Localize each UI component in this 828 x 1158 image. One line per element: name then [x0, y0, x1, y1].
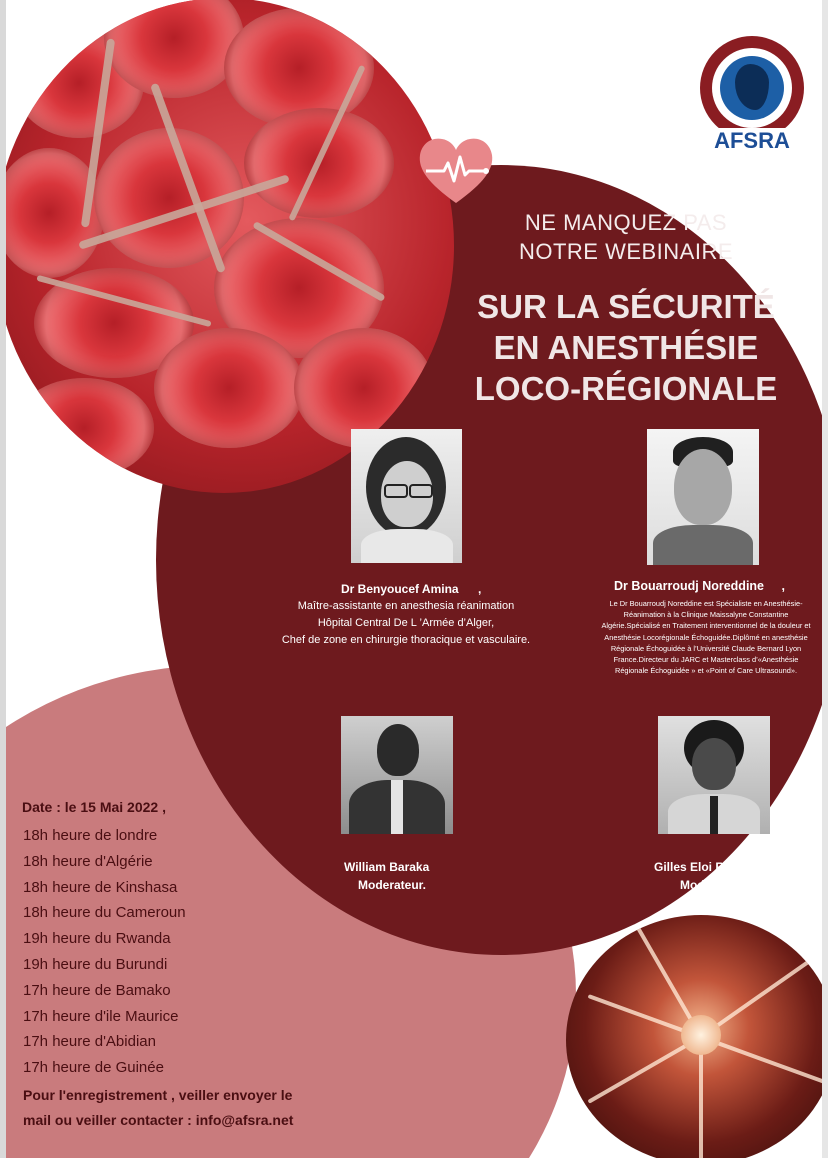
time-item: 18h heure d'Algérie	[23, 852, 153, 870]
title-line-1: SUR LA SÉCURITÉ	[477, 288, 775, 325]
moderator-1-role: Moderateur.	[358, 878, 427, 892]
speaker-2-name-suffix: ,	[781, 579, 785, 593]
moderator-2-name: Gilles Eloi Rwibuka	[654, 860, 765, 874]
blood-cells-image	[0, 0, 454, 493]
time-item: 18h heure de Kinshasa	[23, 878, 178, 896]
speaker-1-desc-line: Hôpital Central De L ’Armée d’Alger,	[317, 617, 495, 629]
moderator-1-photo	[341, 716, 453, 834]
headline-line-1: NE MANQUEZ PAS	[524, 210, 728, 235]
speaker-2-name	[614, 579, 785, 593]
webinar-title	[451, 286, 801, 409]
time-item: 19h heure du Rwanda	[23, 930, 171, 948]
time-item: 18h heure de londre	[23, 827, 158, 844]
speaker-1-photo	[351, 429, 462, 563]
registration-line-2: mail ou veiller contacter : info@afsra.net	[23, 1112, 294, 1128]
heartbeat-icon	[418, 137, 494, 205]
speaker-2-desc-line: Régionale Échoguidée » et «Point of Care Ultrasound».	[614, 666, 797, 676]
time-item: 19h heure du Burundi	[23, 955, 168, 973]
headline-line-2: NOTRE WEBINAIRE	[518, 239, 734, 264]
registration-info	[23, 1083, 353, 1133]
speaker-1-name	[341, 582, 481, 596]
speaker-2-desc-line: Réanimation à la Clinique Maissalyne Constantine	[623, 610, 789, 620]
speaker-2-desc-line: Régionale Échoguidée à l’Université Claude Bernard Lyon	[610, 643, 802, 653]
time-item: 17h heure d'ile Maurice	[23, 1007, 179, 1025]
moderator-2-photo	[658, 716, 770, 834]
moderator-2-role: Moderateur.	[680, 878, 749, 892]
speaker-1-name-text: Dr Benyoucef Amina	[341, 582, 459, 596]
time-list	[23, 823, 186, 1081]
time-item: 17h heure de Guinée	[23, 1059, 164, 1077]
speaker-2-desc-line: France.Directeur du JARC et Masterclass d’«Anesthésie	[613, 655, 799, 665]
logo-wordmark: AFSRA	[702, 128, 802, 154]
speaker-2-name-text: Dr Bouarroudj Noreddine	[614, 579, 765, 593]
speaker-2-description	[576, 598, 828, 676]
headline	[476, 208, 776, 266]
time-item: 17h heure d'Abidian	[23, 1033, 156, 1051]
speaker-1-desc-line: Chef de zone en chirurgie thoracique et vasculaire.	[281, 634, 531, 646]
moderator-1-name: William Baraka	[344, 860, 430, 874]
title-line-3: LOCO-RÉGIONALE	[474, 370, 778, 407]
neuron-image	[566, 915, 828, 1158]
speaker-2-photo	[647, 429, 759, 565]
event-date: Date : le 15 Mai 2022 ,	[22, 799, 166, 815]
speaker-1-desc-line: Maître-assistante en anesthesia réanimation	[297, 600, 515, 612]
registration-line-1: Pour l'enregistrement , veiller envoyer le	[23, 1087, 293, 1103]
speaker-2-desc-line: Algérie.Spécialisé en Traitement interventionnel de la douleur et	[601, 621, 811, 631]
speaker-1-name-suffix: ,	[477, 582, 482, 596]
speaker-2-desc-line: Le Dr Bouarroudj Noreddine est Spécialiste en Anesthésie-	[609, 599, 803, 608]
speaker-1-description	[246, 598, 566, 649]
time-item: 17h heure de Bamako	[23, 981, 171, 999]
speaker-2-desc-line: Anesthésie Locorégionale Échoguidée.Diplômé en anesthésie	[604, 632, 808, 642]
time-item: 18h heure du Cameroun	[23, 904, 186, 922]
title-line-2: EN ANESTHÉSIE	[493, 329, 759, 366]
